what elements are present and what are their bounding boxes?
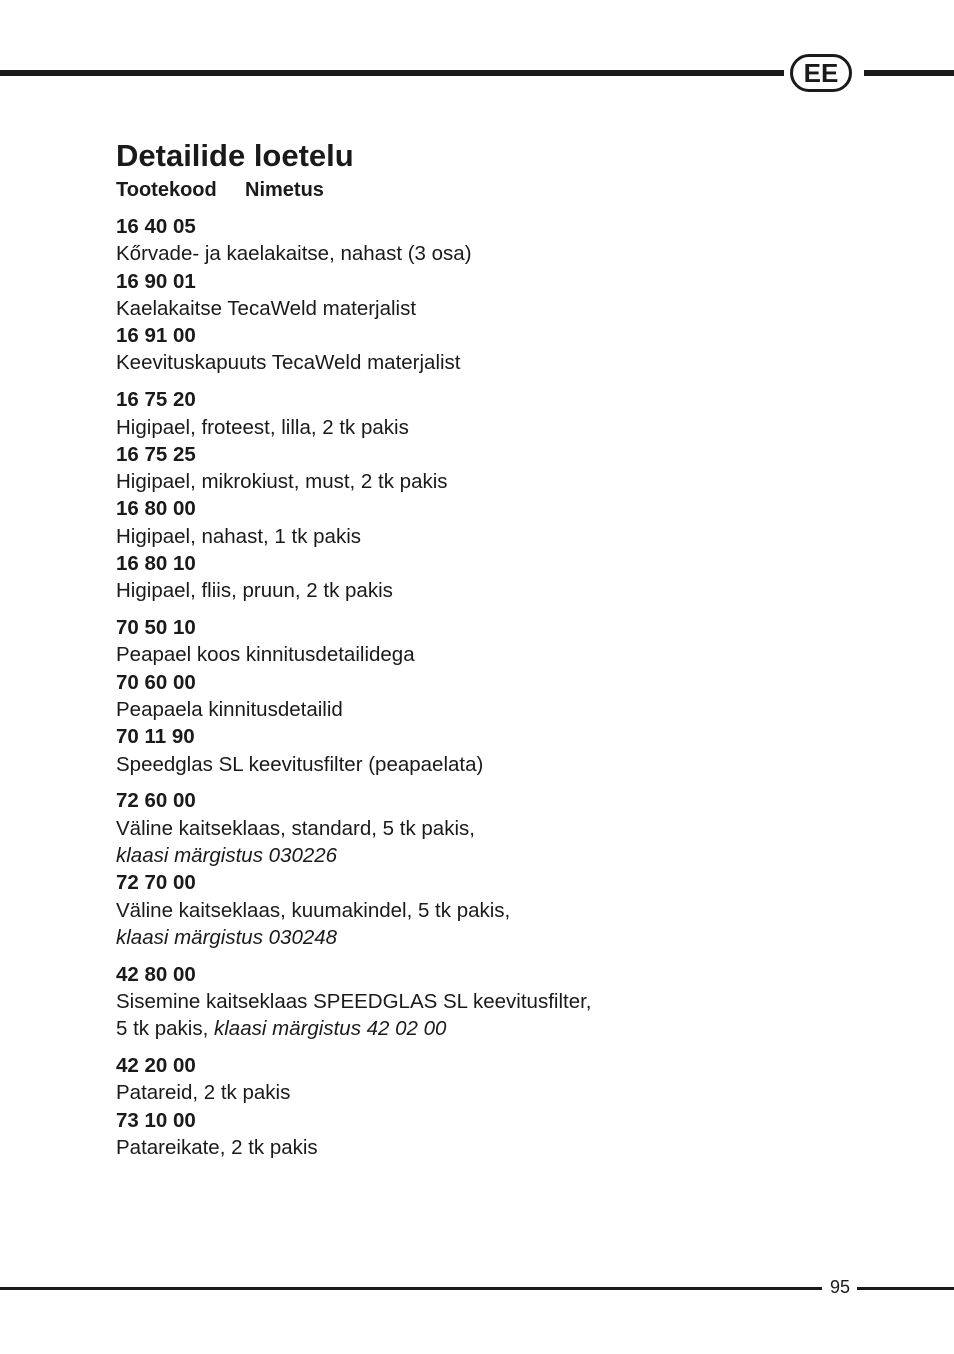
part-row <box>116 322 816 377</box>
part-code: 16 91 00 <box>116 324 196 348</box>
part-description: Peapael koos kinnitusdetailidega <box>116 643 415 667</box>
parts-group <box>116 961 816 1043</box>
part-row <box>116 614 816 669</box>
part-row <box>116 869 816 951</box>
part-description: Peapaela kinnitusdetailid <box>116 698 343 722</box>
language-badge: EE <box>790 54 852 92</box>
page-title: Detailide loetelu <box>116 138 354 173</box>
parts-group <box>116 787 816 951</box>
part-code: 42 80 00 <box>116 962 196 986</box>
part-description: Väline kaitseklaas, kuumakindel, 5 tk pakis, klaasi märgistus 030248 <box>116 897 816 952</box>
part-code: 42 20 00 <box>116 1054 196 1078</box>
part-row <box>116 213 816 268</box>
part-code: 16 90 01 <box>116 269 196 293</box>
page-number: 95 <box>829 1277 851 1297</box>
glass-marking: klaasi märgistus 42 02 00 <box>214 1017 447 1041</box>
column-header-code: Tootekood <box>116 179 217 201</box>
part-row <box>116 495 816 550</box>
top-rule-right <box>864 70 954 76</box>
part-description: Kaelakaitse TecaWeld materjalist <box>116 296 417 320</box>
parts-list <box>116 213 816 1171</box>
part-row <box>116 1107 816 1162</box>
part-description: Patareid, 2 tk pakis <box>116 1081 291 1105</box>
part-description: Higipael, nahast, 1 tk pakis <box>116 524 361 548</box>
part-code: 16 75 25 <box>116 442 196 466</box>
part-description: Higipael, froteest, lilla, 2 tk pakis <box>116 415 409 439</box>
parts-group <box>116 1052 816 1161</box>
top-rule-left <box>0 70 784 76</box>
part-description: Keevituskapuuts TecaWeld materjalist <box>116 351 461 375</box>
part-row <box>116 723 816 778</box>
part-row <box>116 550 816 605</box>
part-row <box>116 669 816 724</box>
part-code: 16 40 05 <box>116 215 196 238</box>
part-code: 16 75 20 <box>116 388 196 412</box>
glass-marking: klaasi märgistus 030226 <box>116 844 338 868</box>
part-row <box>116 386 816 441</box>
part-code: 73 10 00 <box>116 1108 196 1132</box>
column-header-name: Nimetus <box>245 179 324 201</box>
part-description: Higipael, mikrokiust, must, 2 tk pakis <box>116 470 448 494</box>
part-code: 70 60 00 <box>116 670 196 694</box>
part-code: 16 80 10 <box>116 552 196 576</box>
part-code: 72 70 00 <box>116 871 196 895</box>
part-description: Sisemine kaitseklaas SPEEDGLAS SL keevitusfilter, 5 tk pakis, klaasi märgistus 42 02 00 <box>116 990 592 1041</box>
part-description: Speedglas SL keevitusfilter (peapaelata) <box>116 752 484 776</box>
parts-group <box>116 213 816 377</box>
part-row <box>116 441 816 496</box>
part-row <box>116 787 816 869</box>
bottom-rule-right <box>857 1287 954 1290</box>
part-row <box>116 268 816 323</box>
part-description: Patareikate, 2 tk pakis <box>116 1136 318 1159</box>
part-code: 16 80 00 <box>116 497 196 521</box>
part-row <box>116 961 816 1043</box>
parts-group <box>116 614 816 778</box>
part-description: Väline kaitseklaas, standard, 5 tk pakis, klaasi märgistus 030226 <box>116 815 816 870</box>
glass-marking: klaasi märgistus 030248 <box>116 925 338 949</box>
bottom-rule-left <box>0 1287 822 1290</box>
parts-group <box>116 386 816 604</box>
part-description: Kőrvade- ja kaelakaitse, nahast (3 osa) <box>116 242 472 266</box>
part-row <box>116 1052 816 1107</box>
part-description: Higipael, fliis, pruun, 2 tk pakis <box>116 579 393 603</box>
part-code: 70 11 90 <box>116 725 195 749</box>
part-code: 70 50 10 <box>116 616 196 640</box>
part-code: 72 60 00 <box>116 789 196 813</box>
